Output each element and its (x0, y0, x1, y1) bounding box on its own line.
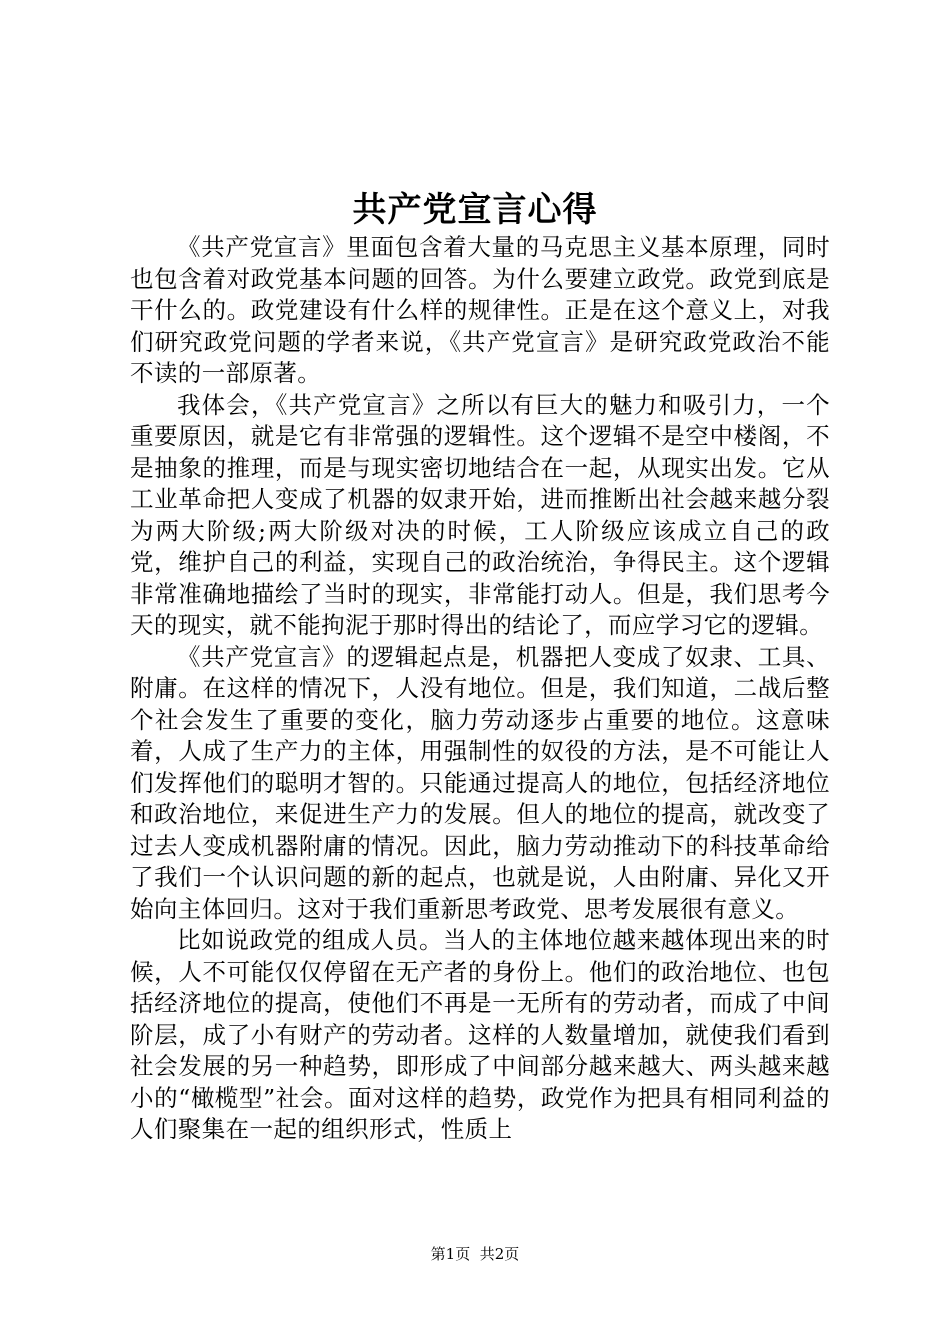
page-footer (0, 1244, 950, 1264)
page-number: 第1页 (430, 1245, 471, 1263)
paragraph-3: 《共产党宣言》的逻辑起点是，机器把人变成了奴隶、工具、附庸。在这样的情况下，人没有地位。但是，我们知道，二战后整个社会发生了重要的变化，脑力劳动逐步占重要的地位。这意味着，人成了生产力的主体，用强制性的奴役的方法，是不可能让人们发挥他们的聪明才智的。只能通过提高人的地位，包括经济地位和政治地位，来促进生产力的发展。但人的地位的提高，就改变了过去人变成机器附庸的情况。因此，脑力劳动推动下的科技革命给了我们一个认识问题的新的起点，也就是说，人由附庸、异化又开始向主体回归。这对于我们重新思考政党、思考发展很有意义。 (130, 642, 830, 923)
paragraph-1: 《共产党宣言》里面包含着大量的马克思主义基本原理，同时也包含着对政党基本问题的回答。为什么要建立政党。政党到底是干什么的。政党建设有什么样的规律性。正是在这个意义上，对我们研究政党问题的学者来说，《共产党宣言》是研究政党政治不能不读的一部原著。 (130, 233, 830, 387)
paragraph-4: 比如说政党的组成人员。当人的主体地位越来越体现出来的时候，人不可能仅仅停留在无产者的身份上。他们的政治地位、也包括经济地位的提高，使他们不再是一无所有的劳动者，而成了中间阶层，成了小有财产的劳动者。这样的人数量增加，就使我们看到社会发展的另一种趋势，即形成了中间部分越来越大、两头越来越小的“橄榄型”社会。面对这样的趋势，政党作为把具有相同利益的人们聚集在一起的组织形式，性质上 (130, 926, 830, 1143)
total-pages: 共2页 (479, 1245, 520, 1263)
footer-spacer (470, 1245, 480, 1263)
document-body (130, 232, 830, 1146)
paragraph-2: 我体会，《共产党宣言》之所以有巨大的魅力和吸引力，一个重要原因，就是它有非常强的逻辑性。这个逻辑不是空中楼阁，不是抽象的推理，而是与现实密切地结合在一起，从现实出发。它从工业革命把人变成了机器的奴隶开始，进而推断出社会越来越分裂为两大阶级;两大阶级对决的时候，工人阶级应该成立自己的政党，维护自己的利益，实现自己的政治统治，争得民主。这个逻辑非常准确地描绘了当时的现实，非常能打动人。但是，我们思考今天的现实，就不能拘泥于那时得出的结论了，而应学习它的逻辑。 (130, 390, 830, 639)
document-title: 共产党宣言心得 (352, 190, 598, 230)
